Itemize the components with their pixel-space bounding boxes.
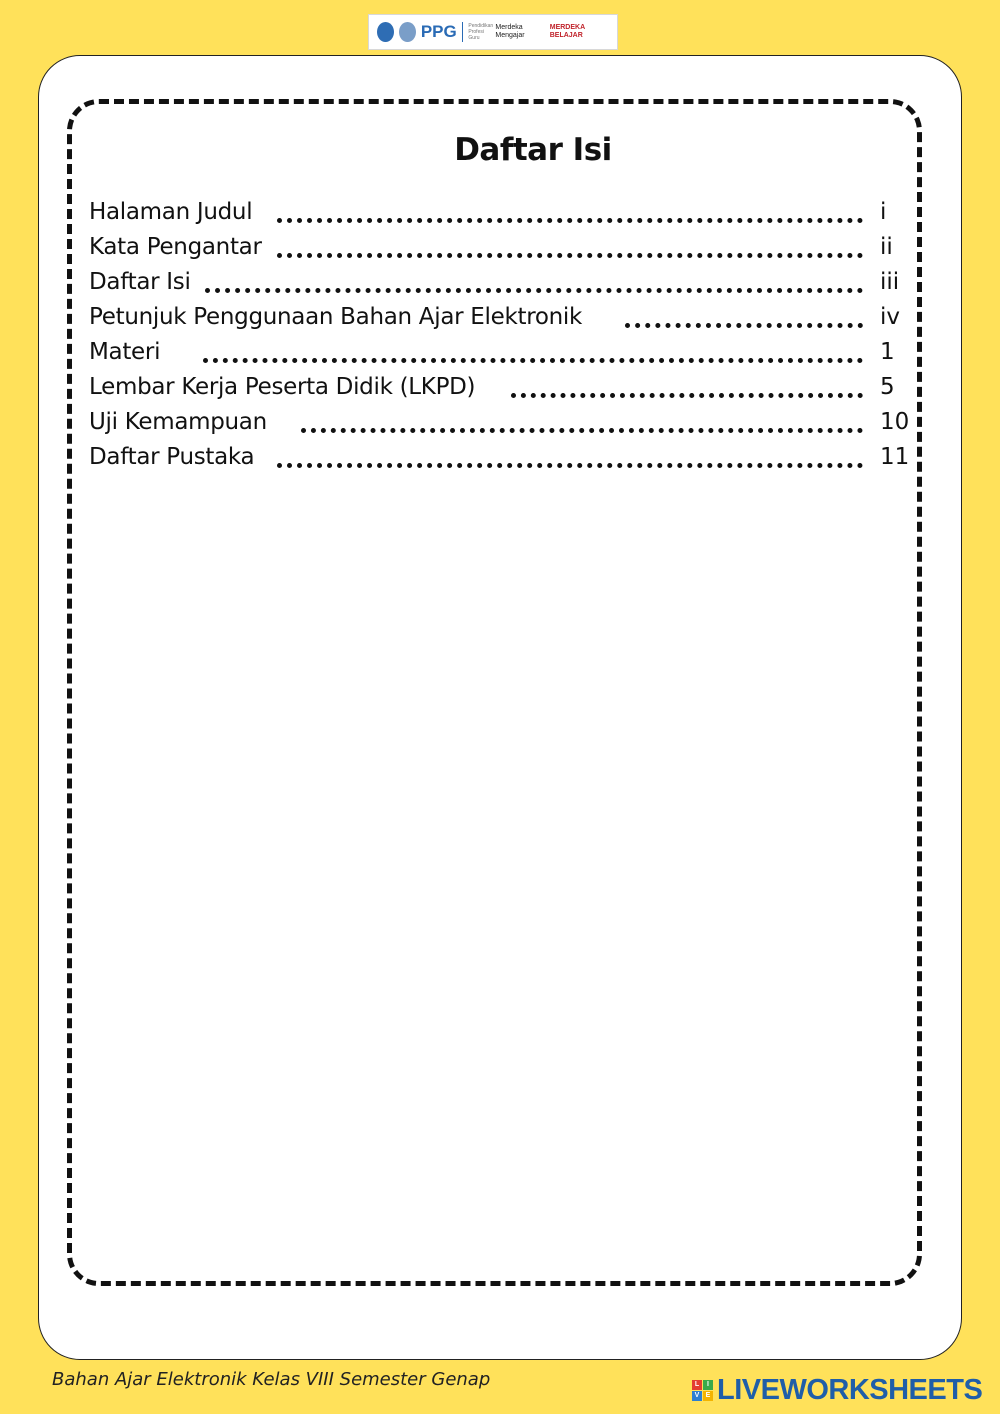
toc-item-label: Materi (89, 339, 161, 365)
toc-leader-dots (301, 428, 863, 433)
toc-leader-dots (511, 393, 863, 398)
toc-leader-dots (277, 463, 863, 468)
toc-item-label: Lembar Kerja Peserta Didik (LKPD) (89, 374, 476, 400)
toc-item (89, 409, 909, 443)
toc-leader-dots (203, 358, 863, 363)
liveworksheets-wordmark: LIVEWORKSHEETS (717, 1374, 983, 1406)
page-title: Daftar Isi (454, 132, 612, 168)
ppg-logo-text: PPG (420, 22, 457, 41)
toc-item (89, 444, 909, 478)
toc-item-label: Uji Kemampuan (89, 409, 267, 435)
toc-item (89, 199, 909, 233)
toc-item-label: Petunjuk Penggunaan Bahan Ajar Elektronik (89, 304, 583, 330)
toc-item-page: iv (880, 304, 901, 330)
toc-leader-dots (277, 253, 863, 258)
toc-leader-dots (205, 288, 863, 293)
table-of-contents (0, 0, 1000, 500)
ppg-subtitle: Pendidikan Profesi Guru (468, 23, 494, 41)
toc-item-page: 11 (880, 444, 910, 470)
logo-letter: L (692, 1380, 702, 1390)
merdeka-belajar-logo: MERDEKA BELAJAR (549, 24, 585, 39)
liveworksheets-logo[interactable] (692, 1374, 982, 1407)
merdeka-mengajar-logo: Merdeka Mengajar (495, 24, 525, 39)
toc-item (89, 269, 909, 303)
toc-item-label: Kata Pengantar (89, 234, 262, 260)
logo-letter: I (703, 1380, 713, 1390)
toc-item-page: iii (880, 269, 900, 295)
toc-item-page: 5 (880, 374, 895, 400)
toc-item-label: Halaman Judul (89, 199, 253, 225)
toc-item (89, 304, 909, 338)
toc-leader-dots (277, 218, 863, 223)
logo-letter: E (703, 1391, 713, 1401)
footer-caption: Bahan Ajar Elektronik Kelas VIII Semester Genap (52, 1369, 491, 1390)
logo-letter: V (692, 1391, 702, 1401)
toc-item-page: ii (880, 234, 893, 260)
toc-item-label: Daftar Isi (89, 269, 191, 295)
liveworksheets-grid-icon (692, 1380, 713, 1401)
toc-item-page: i (880, 199, 887, 225)
toc-item (89, 234, 909, 268)
toc-item-page: 1 (880, 339, 895, 365)
toc-item-label: Daftar Pustaka (89, 444, 255, 470)
toc-item (89, 374, 909, 408)
toc-item (89, 339, 909, 373)
toc-leader-dots (625, 323, 863, 328)
toc-item-page: 10 (880, 409, 910, 435)
